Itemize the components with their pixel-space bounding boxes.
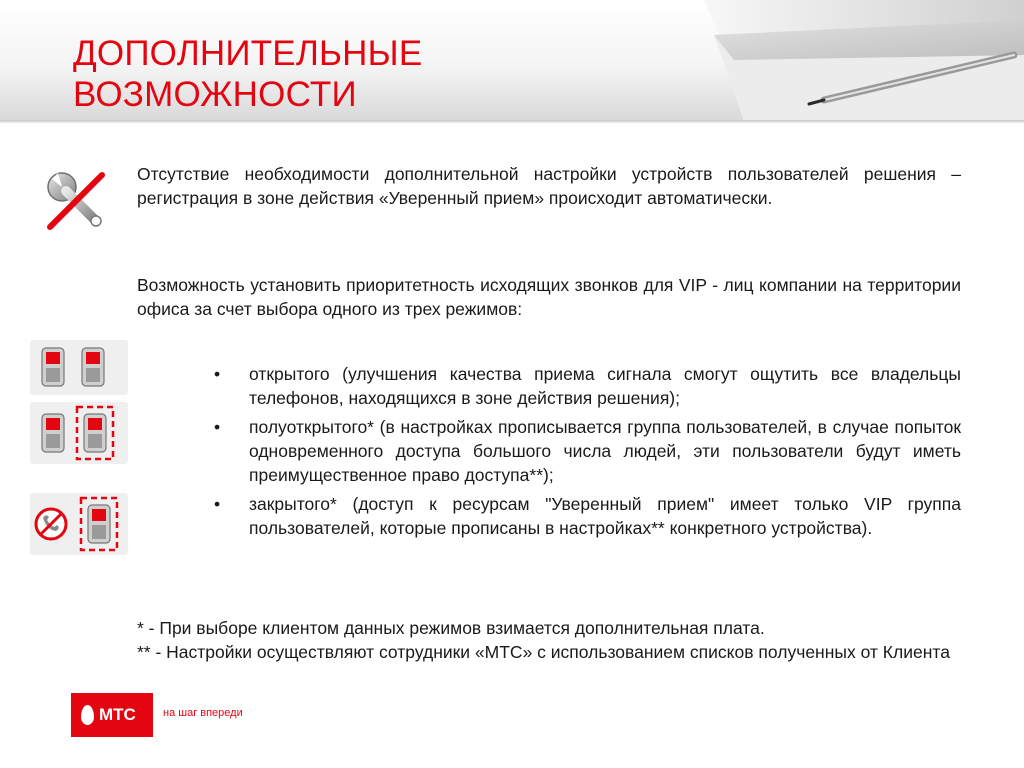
two-phones-icon bbox=[30, 340, 130, 395]
logo-text: МТС bbox=[99, 705, 136, 724]
header-divider bbox=[0, 120, 1024, 123]
mode-open-text: открытого (улучшения качества приема сигнала смогут ощутить все владельцы телефонов, находящихся в зоне действия решения); bbox=[249, 364, 961, 408]
mode-closed-text: закрытого* (доступ к ресурсам "Уверенный прием" имеет только VIP группа пользователей, которые прописаны в настройках** конкретного устройства). bbox=[249, 494, 961, 538]
no-calls-phone-highlighted-icon bbox=[30, 493, 130, 555]
list-item-closed-mode bbox=[210, 492, 961, 540]
brand-slogan: на шаг впереди bbox=[163, 707, 243, 719]
paragraph-priority: Возможность установить приоритетность исходящих звонков для VIP - лиц компании на территории офиса за счет выбора одного из трех режимов: bbox=[137, 275, 961, 319]
footnotes bbox=[137, 616, 961, 664]
title-line-2: ВОЗМОЖНОСТИ bbox=[73, 75, 357, 114]
title-line-1: ДОПОЛНИТЕЛЬНЫЕ bbox=[73, 34, 423, 73]
mts-logo bbox=[71, 693, 153, 737]
mode-semi-open-text: полуоткрытого* (в настройках прописывается группа пользователей, в случае попыток одновременного доступа большого числа людей, эти пользователи будут иметь преимущественное право доступа**); bbox=[249, 417, 961, 485]
footnote-settings: ** - Настройки осуществляют сотрудники «МТС» с использованием списков полученных от Клиента bbox=[137, 642, 950, 662]
bullet-marker: • bbox=[214, 364, 221, 384]
egg-icon bbox=[81, 705, 94, 725]
paragraph-registration: Отсутствие необходимости дополнительной настройки устройств пользователей решения – регистрация в зоне действия «Уверенный прием» происходит автоматически. bbox=[137, 164, 961, 208]
phones-one-highlighted-icon bbox=[30, 402, 130, 464]
wrench-crossed-icon bbox=[40, 165, 112, 237]
header bbox=[0, 0, 1024, 121]
bullet-marker: • bbox=[214, 417, 221, 437]
list-item-semi-open-mode bbox=[210, 415, 961, 487]
mode-list bbox=[210, 362, 961, 545]
footnote-fee: * - При выборе клиентом данных режимов взимается дополнительная плата. bbox=[137, 618, 765, 638]
page-title bbox=[73, 33, 422, 115]
list-item-open-mode bbox=[210, 362, 961, 410]
bullet-marker: • bbox=[214, 494, 221, 514]
paper-pen-decoration bbox=[684, 0, 1024, 121]
